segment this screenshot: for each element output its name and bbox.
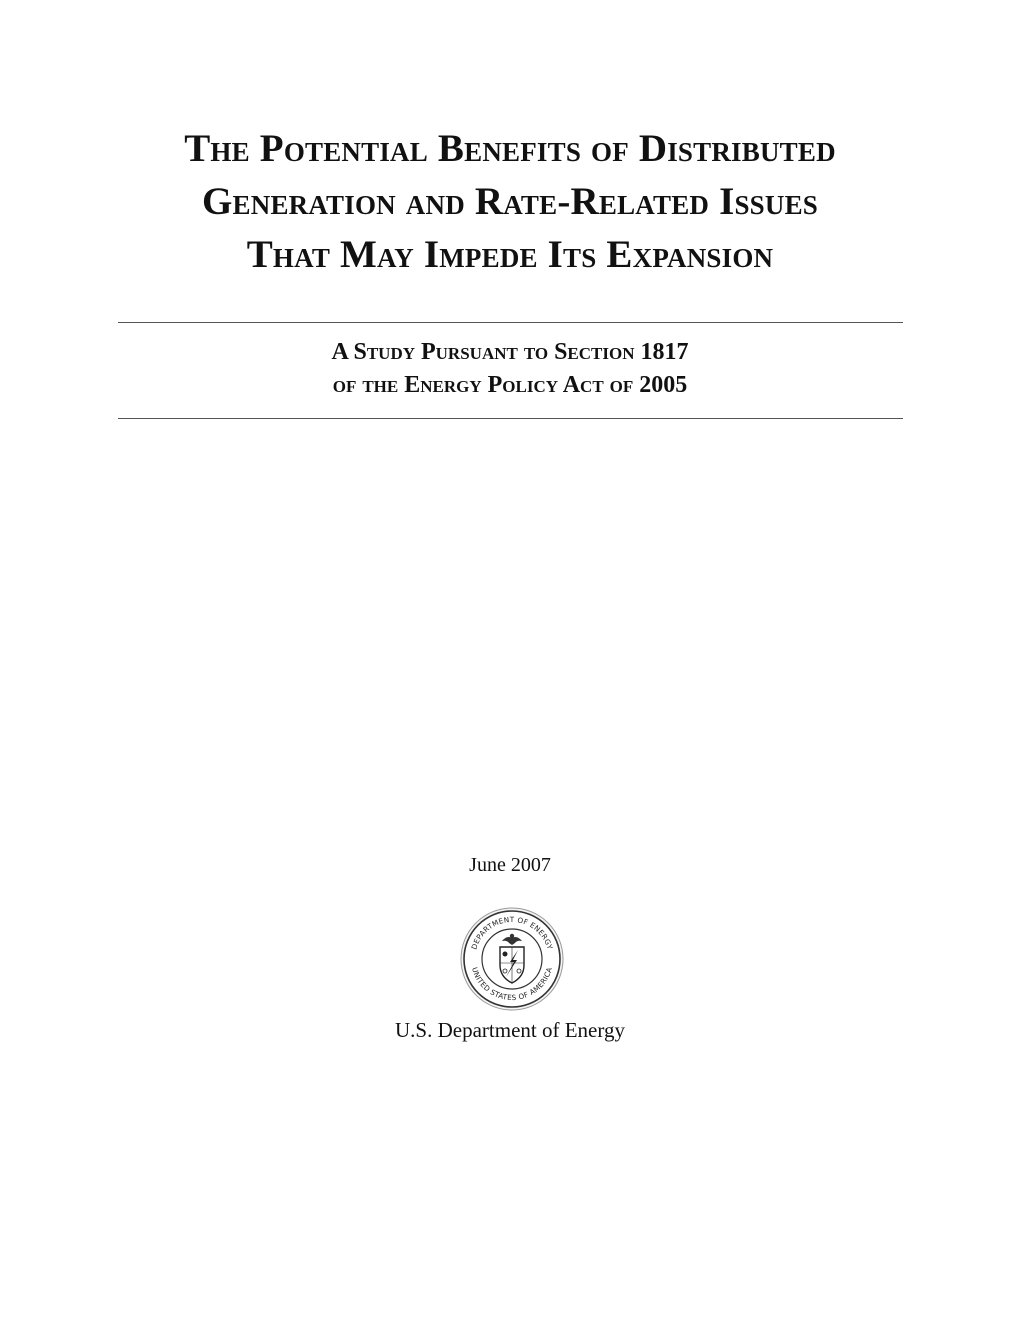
agency-name: U.S. Department of Energy — [395, 1018, 625, 1042]
department-of-energy-seal-icon — [458, 905, 566, 1013]
bottom-divider — [118, 418, 903, 419]
publication-date: June 2007 — [469, 854, 551, 876]
document-subtitle — [0, 336, 1020, 402]
document-title — [0, 122, 1020, 281]
title-line-2: Generation and Rate-Related Issues — [202, 180, 818, 223]
subtitle-line-1: A Study Pursuant to Section 1817 — [331, 339, 689, 365]
top-divider — [118, 322, 903, 323]
subtitle-line-2: of the Energy Policy Act of 2005 — [332, 372, 688, 398]
seal-top-text: DEPARTMENT OF ENERGY — [469, 914, 555, 951]
seal-bottom-text: UNITED STATES OF AMERICA — [470, 966, 554, 1003]
title-line-1: The Potential Benefits of Distributed — [184, 127, 836, 170]
title-line-3: That May Impede Its Expansion — [246, 233, 774, 276]
